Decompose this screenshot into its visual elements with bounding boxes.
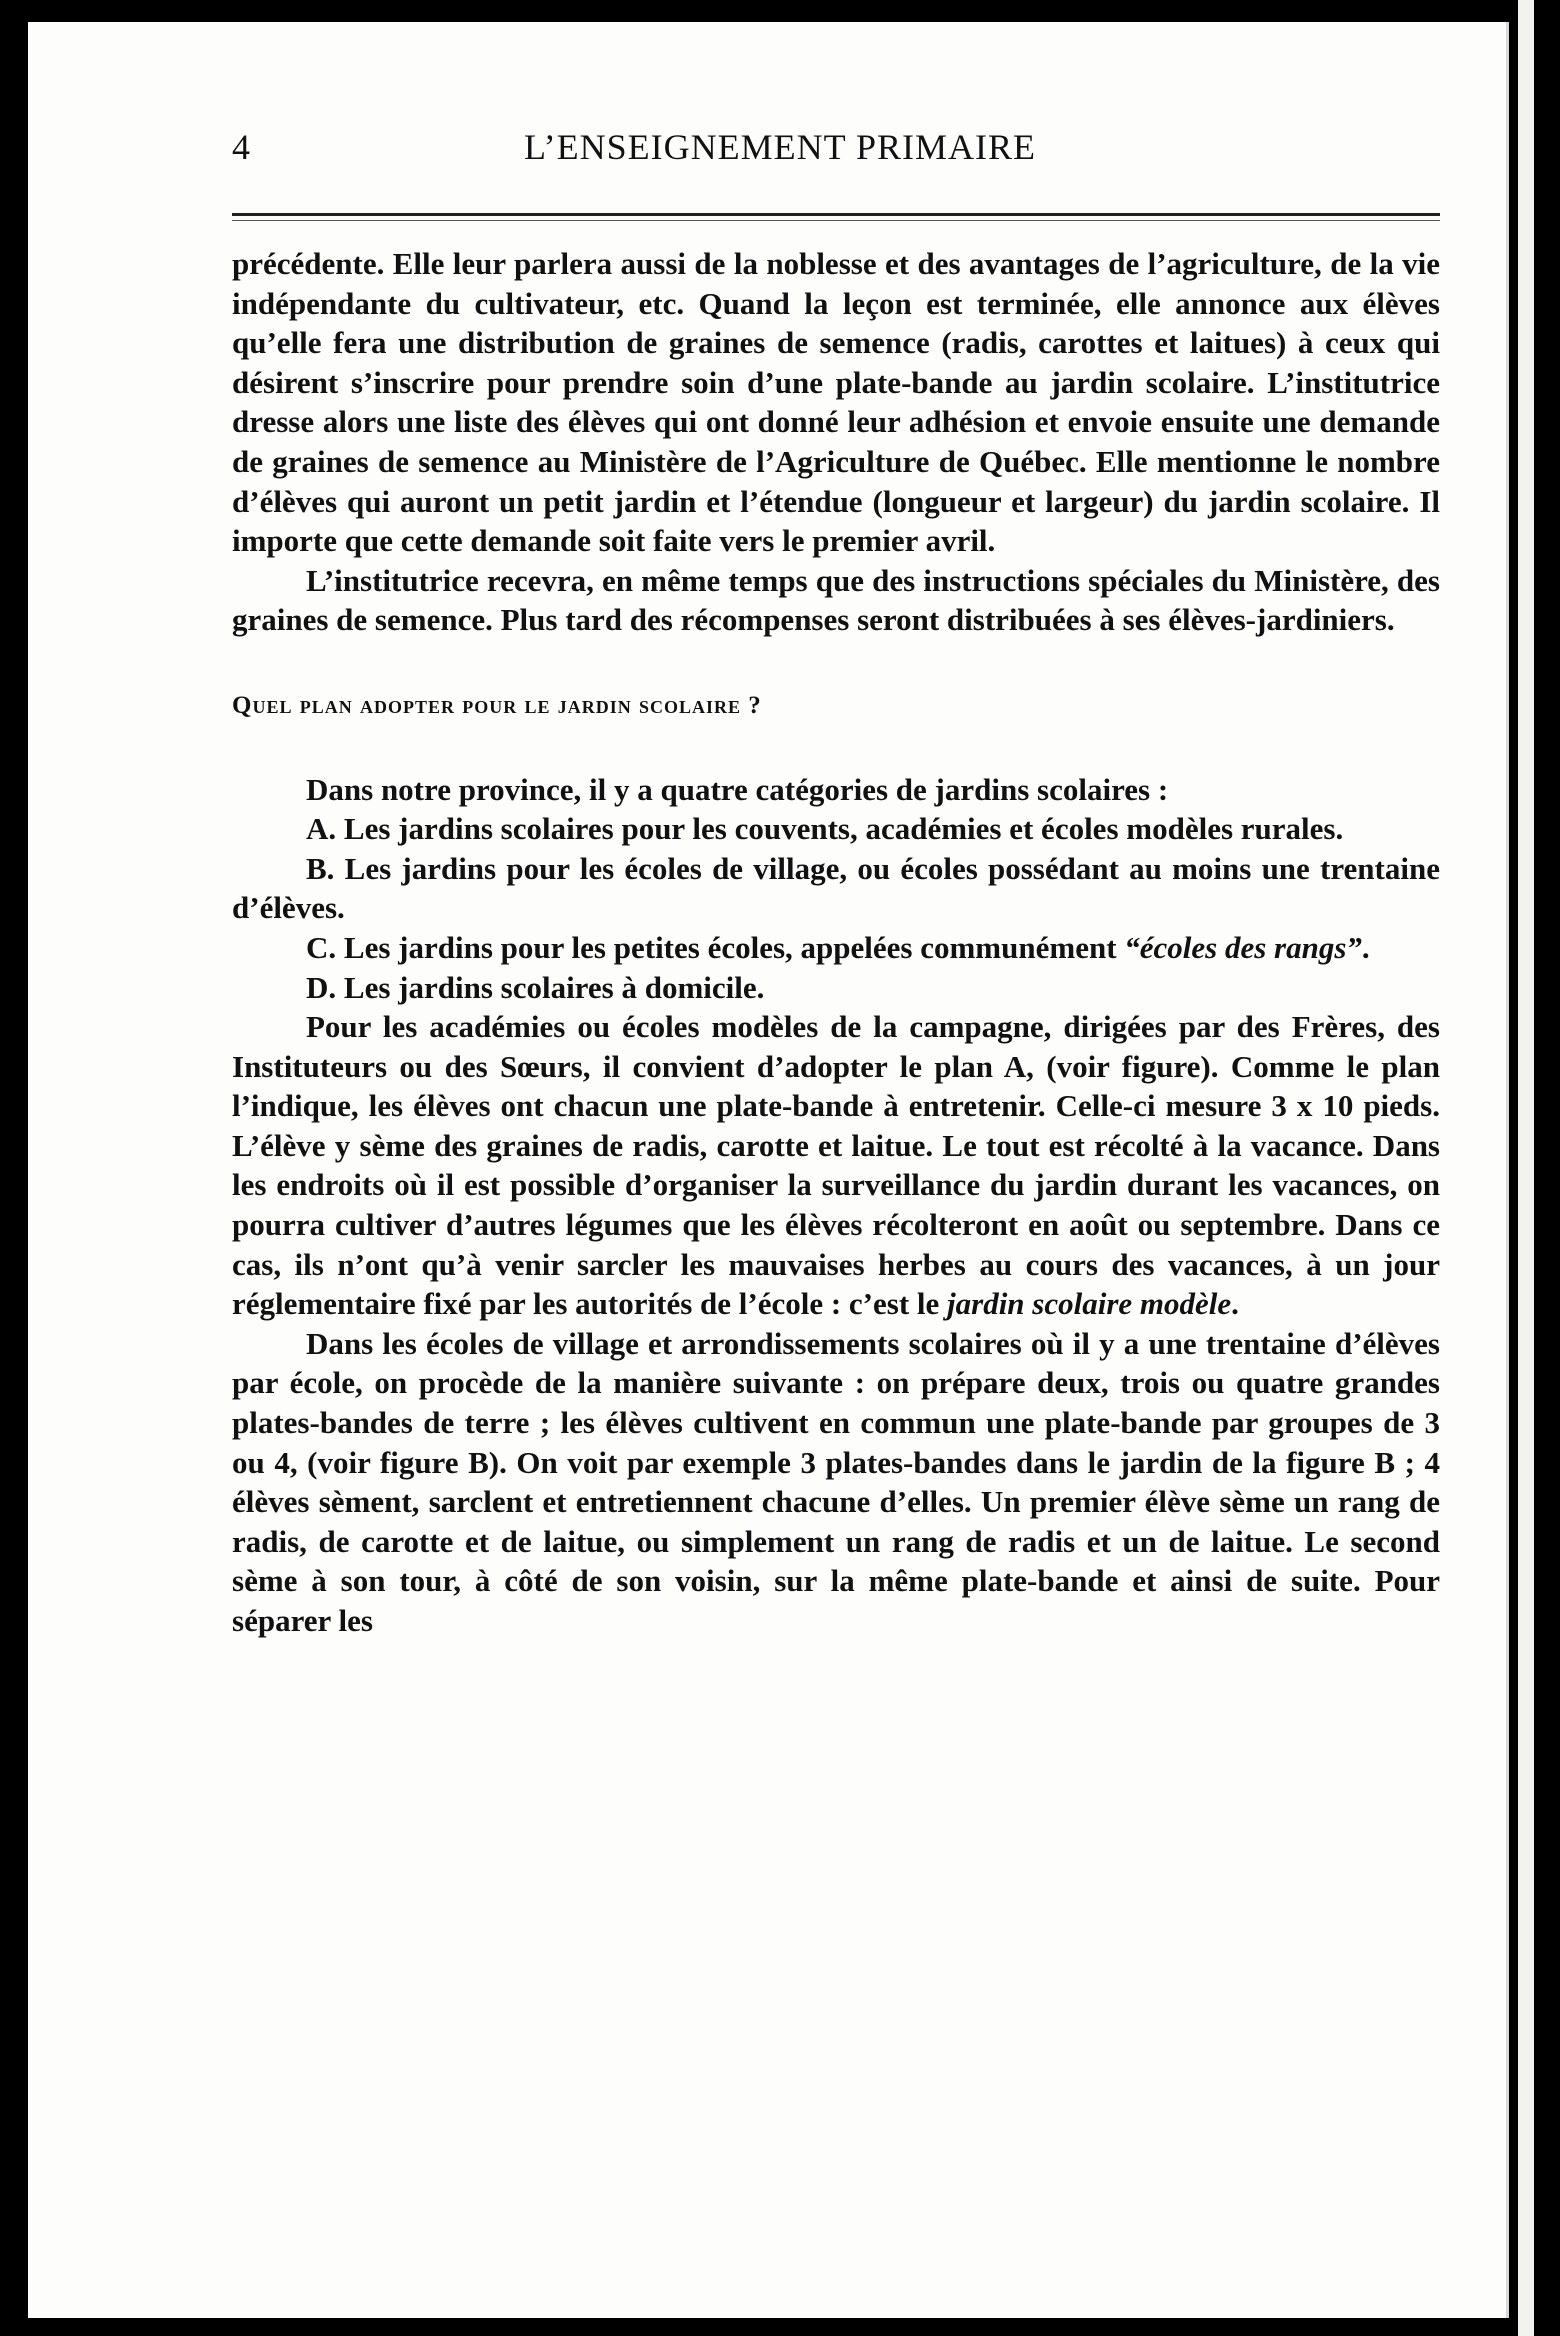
paragraph-plan-a-end: . xyxy=(1231,1286,1239,1322)
paragraph-continuation: précédente. Elle leur parlera aussi de la noblesse et des avantages de l’agriculture, de la vie indépendante du cultivateur, etc. Quand la leçon est terminée, elle annonce aux élèves qu’elle fera une distribution de graines de semence (radis, carottes et laitues) à ceux qui désirent s’inscrire pour prendre soin d’une plate-bande au jardin scolaire. L’institutrice dresse alors une liste des élèves qui ont donné leur adhésion et envoie ensuite une demande de graines de semence au Ministère de l’Agriculture de Québec. Elle mentionne le nombre d’élèves qui auront un petit jardin et l’étendue (longueur et largeur) du jardin scolaire. Il importe que cette demande soit faite vers le premier avril. xyxy=(232,246,1440,559)
paragraph-plan-b: Dans les écoles de village et arrondissements scolaires où il y a une trentaine d’élèves par école, on procède de la manière suivante : on prépare deux, trois ou quatre grandes plates-bandes de terre ; les élèves cultivent en commun une plate-bande par groupes de 3 ou 4, (voir figure B). On voit par exemple 3 plates-bandes dans le jardin de la figure B ; 4 élèves sèment, sarclent et entretiennent chacune d’elles. Un premier élève sème un rang de radis, de carotte et de laitue, ou simplement un rang de radis et un de laitue. Le second sème à son tour, à côté de son voisin, sur la même plate-bande et ainsi de suite. Pour séparer les xyxy=(232,1325,1440,1638)
list-item-c-text: C. Les jardins pour les petites écoles, appelées communément xyxy=(306,929,1125,965)
list-item-c-italic: “écoles des rangs” xyxy=(1124,929,1362,965)
list-item-a: A. Les jardins scolaires pour les couvents, académies et écoles modèles rurales. xyxy=(306,811,1344,847)
list-item-c-end: . xyxy=(1361,929,1370,965)
paragraph-seeds: L’institutrice recevra, en même temps que des instructions spéciales du Ministère, des graines de semence. Plus tard des récompenses seront distribuées à ses élèves-jardiniers. xyxy=(232,562,1440,638)
paragraph-plan-a xyxy=(232,1007,1440,1324)
page-body xyxy=(232,244,1440,1641)
paragraph-plan-a-italic: jardin scolaire modèle xyxy=(947,1286,1232,1322)
page-header xyxy=(0,126,1560,186)
running-title: L’ENSEIGNEMENT PRIMAIRE xyxy=(523,127,1036,167)
paragraph-categories-intro: Dans notre province, il y a quatre catégories de jardins scolaires : xyxy=(306,771,1169,807)
section-heading: Quel plan adopter pour le jardin scolaire ? xyxy=(232,691,762,719)
adjacent-page-edge xyxy=(1518,0,1534,2336)
list-item-d: D. Les jardins scolaires à domicile. xyxy=(306,969,765,1005)
list-item-c xyxy=(232,928,1440,968)
header-rule xyxy=(232,213,1440,216)
page-number: 4 xyxy=(232,127,250,167)
header-rule-thin xyxy=(232,220,1440,221)
paragraph-plan-a-text: Pour les académies ou écoles modèles de la campagne, dirigées par des Frères, des Instituteurs ou des Sœurs, il convient d’adopter le plan A, (voir figure). Comme le plan l’indique, les élèves ont chacun une plate-bande à entretenir. Celle-ci mesure 3 x 10 pieds. L’élève y sème des graines de radis, carotte et laitue. Le tout est récolté à la vacance. Dans les endroits où il est possible d’organiser la surveillance du jardin durant les vacances, on pourra cultiver d’autres légumes que les élèves récolteront en août ou septembre. Dans ce cas, ils n’ont qu’à venir sarcler les mauvaises herbes au cours des vacances, à un jour réglementaire fixé par les autorités de l’école : c’est le xyxy=(232,1009,1440,1322)
list-item-b: B. Les jardins pour les écoles de village, ou écoles possédant au moins une trentaine d’élèves. xyxy=(232,850,1440,926)
